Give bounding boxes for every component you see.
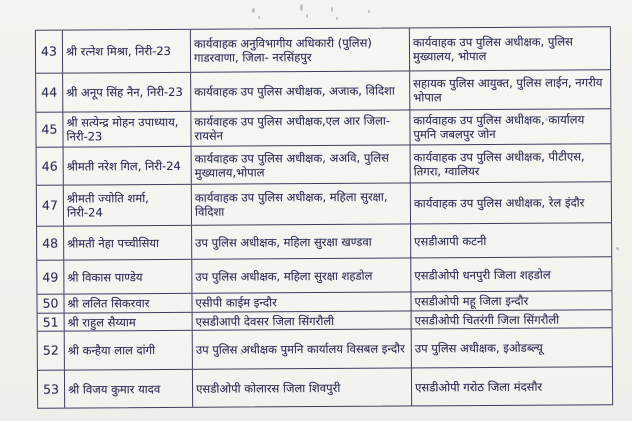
posting-from: एसडीआपी देवसर जिला सिंगरौली (193, 311, 412, 329)
posting-to: एसडीओपी गरोठ जिला मंदसौर (414, 379, 543, 394)
row-number: 45 (36, 113, 63, 147)
posting-to: एसडीओपी महू जिला इन्दौर (414, 293, 529, 309)
row-number: 53 (38, 371, 65, 408)
posting-from: कार्यवाहक उप पुलिस अधीक्षक, अजाक, विदिशा (191, 71, 410, 110)
table-row (36, 27, 610, 74)
table-row (37, 182, 611, 227)
posting-to: एसडीआपी कटनी (414, 233, 487, 248)
posting-to: कार्यवाहक उप पुलिस अधीक्षक, पुलिस मुख्यालय, भोपाल (412, 34, 573, 64)
posting-from: एसडीओपी कोलारस जिला शिवपुरी (193, 368, 412, 406)
table-row (37, 257, 611, 295)
officer-name: श्रीमती नेहा पच्चीसिया (64, 226, 192, 260)
row-number: 51 (38, 314, 65, 331)
posting-to: कार्यवाहक उप पुलिस अधीक्षक, रेल इंदौर (413, 195, 585, 211)
officer-name: श्री कन्हैया लाल दांगी (65, 331, 193, 370)
officer-name: श्री सत्येन्द्र मोहन उपाध्याय, निरी-23 (63, 112, 191, 147)
table-row (37, 144, 611, 186)
table-row (38, 367, 612, 408)
row-number: 46 (37, 148, 64, 185)
row-number: 43 (36, 31, 63, 73)
posting-from: उप पुलिस अधीक्षक, महिला सुरक्षा शहडोल (192, 258, 411, 292)
posting-from: एसीपी काईम इन्दौर (192, 292, 411, 311)
table-row (36, 109, 610, 148)
posting-to: एसडीओपी धनपुरी जिला शहडोल (414, 267, 551, 282)
row-number: 44 (36, 74, 63, 112)
posting-from: उप पुलिस अधीक्षक, महिला सुरक्षा खण्डवा (192, 224, 411, 258)
table-row (36, 70, 610, 113)
posting-from: कार्यवाहक उप पुलिस अधीक्षक, अअवि, पुलिस मुख्यालय,भोपाल (192, 145, 411, 183)
officer-name: श्रीमती नरेश गिल, निरी-24 (64, 147, 192, 185)
officer-name: श्री विजय कुमार यादव (65, 370, 193, 408)
officer-name: श्री रत्नेश मिश्रा, निरी-23 (63, 30, 191, 73)
row-number: 50 (37, 295, 64, 313)
posting-from: कार्यवाहक अनुविभागीय अधिकारी (पुलिस) गाडरवाणा, जिला- नरसिंहपुर (191, 28, 410, 71)
transfer-list-table (35, 26, 613, 409)
row-number: 47 (37, 186, 64, 226)
officer-name: श्रीमती ज्योति शर्मा, निरी-24 (64, 185, 192, 226)
officer-name: श्री ललित सिकरवार (64, 294, 192, 313)
row-number: 48 (37, 227, 64, 260)
posting-to: उप पुलिस अधीक्षक, इओडब्ल्यू (414, 340, 543, 356)
posting-from: उप पुलिस अधीक्षक पुमनि कार्यालय विसबल इन्दौर (193, 329, 412, 368)
officer-name: श्री अनूप सिंह नैन, निरी-23 (63, 73, 191, 112)
table-row (38, 328, 612, 371)
posting-from: कार्यवाहक उप पुलिस अधीक्षक,एल आर जिला-रायसेन (191, 110, 410, 145)
posting-to: सहायक पुलिस आयुक्त, पुलिस लाईन, नगरीय भोपाल (413, 75, 603, 105)
posting-to: कार्यवाहक उप पुलिस अधीक्षक, पीटीएस, तिगरा, ग्वालियर (413, 148, 585, 178)
officer-name: श्री विकास पाण्डेय (64, 260, 192, 294)
table-row (37, 223, 611, 261)
officer-name: श्री राहुल सैय्याम (65, 313, 193, 331)
posting-to: कार्यवाहक उप पुलिस अधीक्षक, कार्यालय पुमनि जबलपुर जोन (413, 112, 585, 142)
row-number: 49 (37, 261, 64, 294)
posting-from: कार्यवाहक उप पुलिस अधीक्षक, महिला सुरक्षा, विदिशा (192, 183, 411, 224)
posting-to: एसडीओपी चितरंगी जिला सिंगरौली (414, 312, 560, 327)
row-number: 52 (38, 332, 65, 370)
